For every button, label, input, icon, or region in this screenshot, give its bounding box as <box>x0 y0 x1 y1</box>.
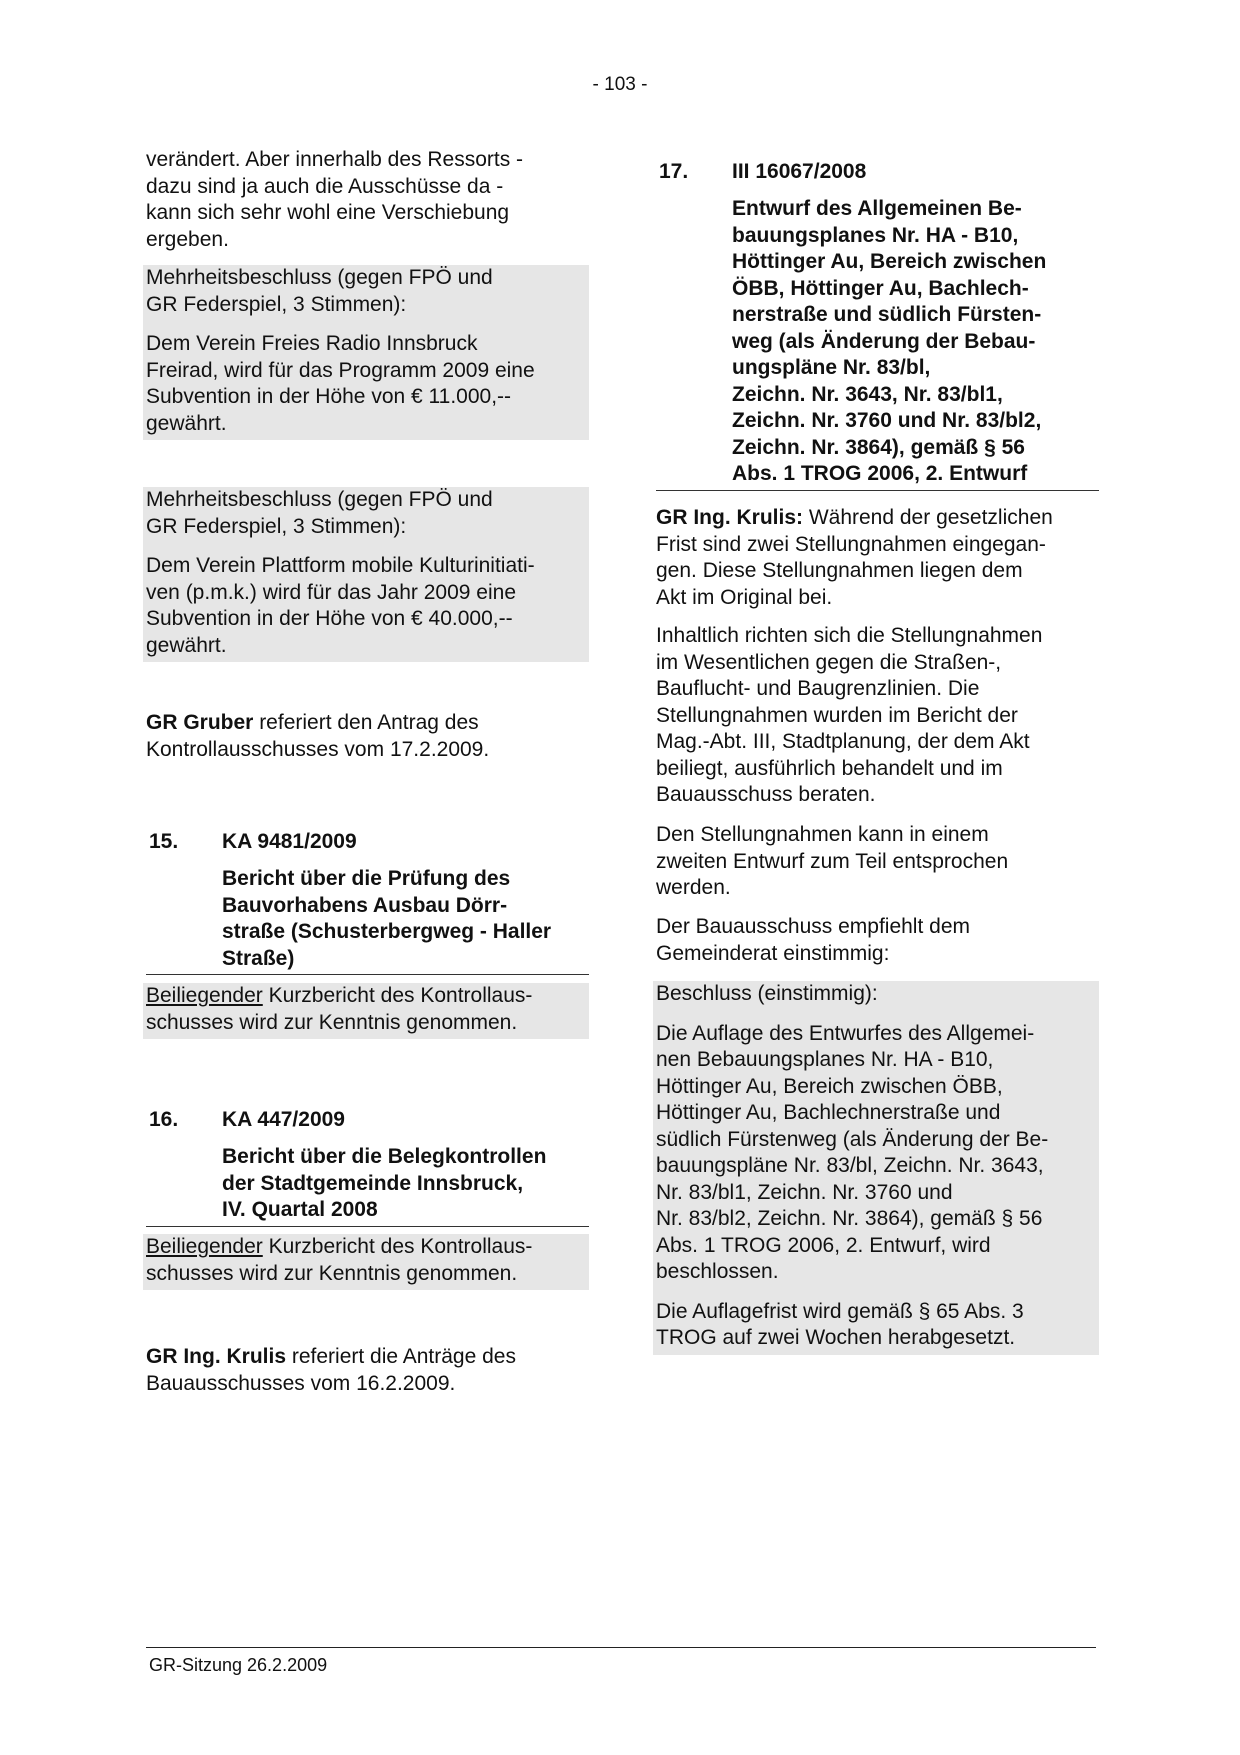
item-number: 17. <box>659 160 689 183</box>
resolution-text: Dem Verein Freies Radio Innsbruck Freirad, wird für das Programm 2009 eine Subvention in der Höhe von € 11.000,-- gewährt. <box>146 332 535 435</box>
item-reference: III 16067/2008 <box>732 160 867 183</box>
item-heading <box>656 159 1099 185</box>
intro-paragraph: verändert. Aber innerhalb des Ressorts - dazu sind ja auch die Ausschüsse da - kann sich sehr wohl eine Verschiebung ergeben. <box>146 148 524 251</box>
item-reference: KA 9481/2009 <box>222 830 357 853</box>
resolution-label: Mehrheitsbeschluss (gegen FPÖ und GR Federspiel, 3 Stimmen): <box>146 488 493 538</box>
item-reference: KA 447/2009 <box>222 1108 345 1131</box>
item-title: Bericht über die Belegkontrollen der Stadtgemeinde Innsbruck, IV. Quartal 2008 <box>146 1144 589 1227</box>
speaker-name: GR Ing. Krulis <box>146 1345 287 1368</box>
footer-divider <box>146 1647 1096 1648</box>
item-16-decision: Beiliegender Kurzbericht des Kontrollaus- schusses wird zur Kenntnis genommen. <box>143 1234 589 1290</box>
resolution-text: Die Auflage des Entwurfes des Allgemei- nen Bebauungsplanes Nr. HA - B10, Höttinger Au, Bereich zwischen ÖBB, Höttinger Au, Bachlechnerstraße und südlich Fürstenweg (als Änderung der Be- bauungspläne Nr. 83/bl, Zeichn. Nr. 3643, Nr. 83/bl1, Zeichn. Nr. 3760 und Nr. 83/bl2, Zeichn. Nr. 3864), gemäß § 56 Abs. 1 TROG 2006, 2. Entwurf, wird beschlossen. <box>656 1021 1049 1283</box>
resolution-block-3 <box>653 981 1099 1355</box>
agenda-item-15 <box>146 829 589 975</box>
gruber-paragraph: GR Gruber referiert den Antrag des Kontrollausschusses vom 17.2.2009. <box>146 711 490 761</box>
item-heading <box>146 1107 589 1133</box>
footer-text: GR-Sitzung 26.2.2009 <box>149 1655 328 1675</box>
item-number: 15. <box>149 830 179 853</box>
agenda-item-16 <box>146 1107 589 1227</box>
speech-paragraph-1: GR Ing. Krulis: Während der gesetzlichen Frist sind zwei Stellungnahmen eingegan- gen. Diese Stellungnahmen liegen dem Akt im Original bei. <box>656 506 1053 609</box>
speech-paragraph-4: Der Bauausschuss empfiehlt dem Gemeinderat einstimmig: <box>656 915 970 965</box>
krulis-intro-paragraph: GR Ing. Krulis referiert die Anträge des Bauausschusses vom 16.2.2009. <box>146 1345 516 1395</box>
agenda-item-17 <box>656 159 1099 491</box>
speaker-name: GR Gruber <box>146 711 254 734</box>
page-number: - 103 - <box>592 74 648 95</box>
speaker-name: GR Ing. Krulis: <box>656 506 803 529</box>
item-title: Entwurf des Allgemeinen Be- bauungsplanes Nr. HA - B10, Höttinger Au, Bereich zwischen ÖBB, Höttinger Au, Bachlech- nerstraße und südlich Fürsten- weg (als Änderung der Bebau- ungspläne Nr. 83/bl, Zeichn. Nr. 3643, Nr. 83/bl1, Zeichn. Nr. 3760 und Nr. 83/bl2, Zeichn. Nr. 3864), gemäß § 56 Abs. 1 TROG 2006, 2. Entwurf <box>656 196 1099 491</box>
resolution-block-2 <box>143 487 589 662</box>
item-heading <box>146 829 589 855</box>
item-15-decision: Beiliegender Kurzbericht des Kontrollaus- schusses wird zur Kenntnis genommen. <box>143 983 589 1039</box>
item-number: 16. <box>149 1108 179 1131</box>
resolution-text: Dem Verein Plattform mobile Kulturinitiati- ven (p.m.k.) wird für das Jahr 2009 eine Subvention in der Höhe von € 40.000,-- gewährt. <box>146 554 535 657</box>
item-title: Bericht über die Prüfung des Bauvorhabens Ausbau Dörr- straße (Schusterbergweg - Haller Straße) <box>146 866 589 975</box>
speech-paragraph-2: Inhaltlich richten sich die Stellungnahmen im Wesentlichen gegen die Straßen-, Bauflucht- und Baugrenzlinien. Die Stellungnahmen wurden im Bericht der Mag.-Abt. III, Stadtplanung, der dem Akt beiliegt, ausführlich behandelt und im Bauausschuss beraten. <box>656 624 1043 806</box>
resolution-label: Beschluss (einstimmig): <box>656 982 878 1005</box>
resolution-label: Mehrheitsbeschluss (gegen FPÖ und GR Federspiel, 3 Stimmen): <box>146 266 493 316</box>
resolution-block-1 <box>143 265 589 440</box>
resolution-text: Die Auflagefrist wird gemäß § 65 Abs. 3 TROG auf zwei Wochen herabgesetzt. <box>656 1299 1024 1349</box>
speech-paragraph-3: Den Stellungnahmen kann in einem zweiten Entwurf zum Teil entsprochen werden. <box>656 823 1009 899</box>
